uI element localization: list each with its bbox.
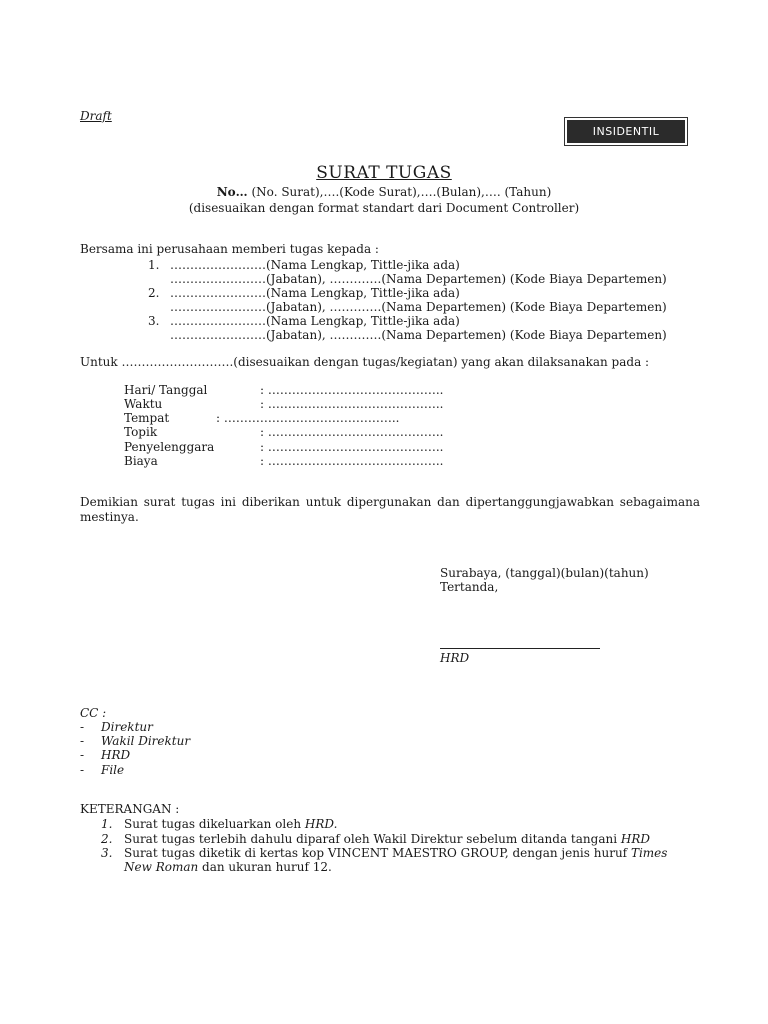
note-emphasis: HRD. bbox=[304, 817, 338, 831]
cc-bullet: - bbox=[80, 734, 85, 748]
cc-label: CC : bbox=[80, 706, 107, 720]
note-number: 2. bbox=[101, 832, 113, 846]
assignee-position-line: ……………………(Jabatan), ………….(Nama Departemen) (Kode Biaya Departemen) bbox=[170, 328, 667, 342]
cc-bullet: - bbox=[80, 748, 85, 762]
detail-value-time: : …………………………………….. bbox=[260, 397, 444, 411]
signature-name: HRD bbox=[440, 651, 470, 665]
note-emphasis: Times bbox=[630, 846, 668, 860]
detail-label-cost: Biaya bbox=[124, 454, 158, 468]
signature-signed: Tertanda, bbox=[440, 580, 499, 594]
note-text: Surat tugas terlebih dahulu diparaf oleh Wakil Direktur sebelum ditanda tangani bbox=[124, 832, 621, 846]
assignee-name-line: ……………………(Nama Lengkap, Tittle-jika ada) bbox=[170, 314, 460, 328]
notes-label: KETERANGAN : bbox=[80, 802, 180, 816]
detail-label-time: Waktu bbox=[124, 397, 163, 411]
draft-label: Draft bbox=[80, 109, 112, 123]
purpose-text: Untuk ……………………….(disesuaikan dengan tugas/kegiatan) yang akan dilaksanakan pada : bbox=[80, 355, 650, 369]
note-text: Surat tugas diketik di kertas kop VINCENT MAESTRO GROUP, dengan jenis huruf bbox=[124, 846, 631, 860]
note-item-2 bbox=[124, 832, 650, 846]
letter-number-fields: (No. Surat),….(Kode Surat),….(Bulan),…. (Tahun) bbox=[247, 185, 552, 199]
detail-label-date: Hari/ Tanggal bbox=[124, 383, 208, 397]
signature-line bbox=[440, 648, 600, 649]
cc-item-hrd: HRD bbox=[101, 748, 131, 762]
note-item-1 bbox=[124, 817, 337, 831]
assignee-name-line: ……………………(Nama Lengkap, Tittle-jika ada) bbox=[170, 286, 460, 300]
letter-number-prefix: No… bbox=[216, 185, 248, 199]
cc-item-vice-director: Wakil Direktur bbox=[101, 734, 191, 748]
assignee-name-line: ……………………(Nama Lengkap, Tittle-jika ada) bbox=[170, 258, 460, 272]
note-emphasis: HRD bbox=[620, 832, 650, 846]
detail-label-place: Tempat bbox=[124, 411, 170, 425]
letter-number bbox=[0, 185, 768, 199]
format-note: (disesuaikan dengan format standart dari Document Controller) bbox=[188, 201, 580, 215]
assignee-number: 1. bbox=[148, 258, 160, 272]
assignee-number: 3. bbox=[148, 314, 160, 328]
assignee-number: 2. bbox=[148, 286, 160, 300]
cc-item-director: Direktur bbox=[101, 720, 153, 734]
detail-value-cost: : …………………………………….. bbox=[260, 454, 444, 468]
closing-paragraph: Demikian surat tugas ini diberikan untuk dipergunakan dan dipertanggungjawabkan sebagaimana mestinya. bbox=[80, 495, 700, 524]
cc-item-file: File bbox=[101, 763, 125, 777]
intro-text: Bersama ini perusahaan memberi tugas kepada : bbox=[80, 242, 379, 256]
note-item-3-continued bbox=[124, 860, 332, 874]
note-number: 1. bbox=[101, 817, 113, 831]
incidental-badge bbox=[564, 117, 688, 146]
note-text: dan ukuran huruf 12. bbox=[198, 860, 332, 874]
detail-value-place: : …………………………………….. bbox=[216, 411, 400, 425]
signature-place-date: Surabaya, (tanggal)(bulan)(tahun) bbox=[440, 566, 649, 580]
detail-value-date: : …………………………………….. bbox=[260, 383, 444, 397]
detail-label-organizer: Penyelenggara bbox=[124, 440, 215, 454]
incidental-badge-label: INSIDENTIL bbox=[567, 120, 685, 143]
detail-value-organizer: : …………………………………….. bbox=[260, 440, 444, 454]
note-item-3 bbox=[124, 846, 667, 860]
detail-value-topic: : …………………………………….. bbox=[260, 425, 444, 439]
note-emphasis: New Roman bbox=[124, 860, 199, 874]
assignee-position-line: ……………………(Jabatan), ………….(Nama Departemen) (Kode Biaya Departemen) bbox=[170, 300, 667, 314]
cc-bullet: - bbox=[80, 720, 85, 734]
note-number: 3. bbox=[101, 846, 113, 860]
detail-label-topic: Topik bbox=[124, 425, 158, 439]
document-title: SURAT TUGAS bbox=[316, 163, 452, 183]
assignee-position-line: ……………………(Jabatan), ………….(Nama Departemen) (Kode Biaya Departemen) bbox=[170, 272, 667, 286]
cc-bullet: - bbox=[80, 763, 85, 777]
note-text: Surat tugas dikeluarkan oleh bbox=[124, 817, 305, 831]
